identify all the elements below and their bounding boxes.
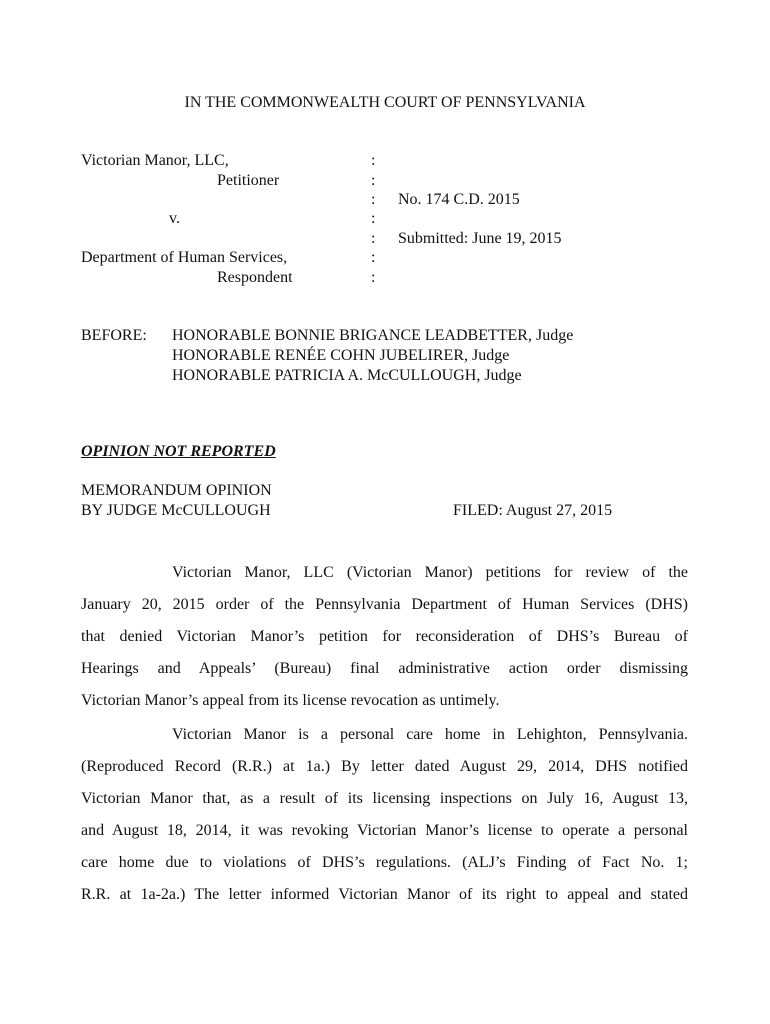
paragraph-line: care home due to violations of DHS’s regulations. (ALJ’s Finding of Fact No. 1; xyxy=(81,854,688,871)
caption-colon: : xyxy=(371,152,376,169)
caption-colon: : xyxy=(371,230,376,247)
versus-label: v. xyxy=(169,210,180,227)
paragraph-line: that denied Victorian Manor’s petition for reconsideration of DHS’s Bureau of xyxy=(81,628,688,645)
judge-line: HONORABLE RENÉE COHN JUBELIRER, Judge xyxy=(172,347,510,364)
paragraph-line: Hearings and Appeals’ (Bureau) final administrative action order dismissing xyxy=(81,660,688,677)
respondent-name: Department of Human Services, xyxy=(81,249,288,266)
opinion-author: BY JUDGE McCULLOUGH xyxy=(81,502,271,519)
body-paragraph xyxy=(81,557,688,717)
paragraph-line: R.R. at 1a-2a.) The letter informed Victorian Manor of its right to appeal and stated xyxy=(81,886,688,903)
court-heading: IN THE COMMONWEALTH COURT OF PENNSYLVANIA xyxy=(184,94,586,111)
petitioner-role: Petitioner xyxy=(217,172,280,189)
paragraph-line: Victorian Manor is a personal care home in Lehighton, Pennsylvania. xyxy=(172,726,688,743)
caption-colon: : xyxy=(371,249,376,266)
caption-colon: : xyxy=(371,191,376,208)
caption-colon: : xyxy=(371,269,376,286)
petitioner-name: Victorian Manor, LLC, xyxy=(81,152,229,169)
paragraph-line: January 20, 2015 order of the Pennsylvania Department of Human Services (DHS) xyxy=(81,596,688,613)
docket-number: No. 174 C.D. 2015 xyxy=(398,191,520,208)
opinion-type: MEMORANDUM OPINION xyxy=(81,482,272,499)
filed-date: FILED: August 27, 2015 xyxy=(453,502,613,519)
paragraph-line: and August 18, 2014, it was revoking Victorian Manor’s license to operate a personal xyxy=(81,822,688,839)
paragraph-line: Victorian Manor that, as a result of its licensing inspections on July 16, August 13, xyxy=(81,790,688,807)
opinion-not-reported: OPINION NOT REPORTED xyxy=(81,443,276,460)
respondent-role: Respondent xyxy=(217,269,293,286)
before-label: BEFORE: xyxy=(81,327,147,344)
judge-line: HONORABLE PATRICIA A. McCULLOUGH, Judge xyxy=(172,367,522,384)
submitted-date: Submitted: June 19, 2015 xyxy=(398,230,562,247)
caption-colon: : xyxy=(371,172,376,189)
paragraph-line: Victorian Manor, LLC (Victorian Manor) petitions for review of the xyxy=(172,564,688,581)
paragraph-line: (Reproduced Record (R.R.) at 1a.) By letter dated August 29, 2014, DHS notified xyxy=(81,758,688,775)
judge-line: HONORABLE BONNIE BRIGANCE LEADBETTER, Judge xyxy=(172,327,574,344)
body-paragraph xyxy=(81,719,688,911)
paragraph-line: Victorian Manor’s appeal from its license revocation as untimely. xyxy=(81,692,500,709)
caption-colon: : xyxy=(371,210,376,227)
